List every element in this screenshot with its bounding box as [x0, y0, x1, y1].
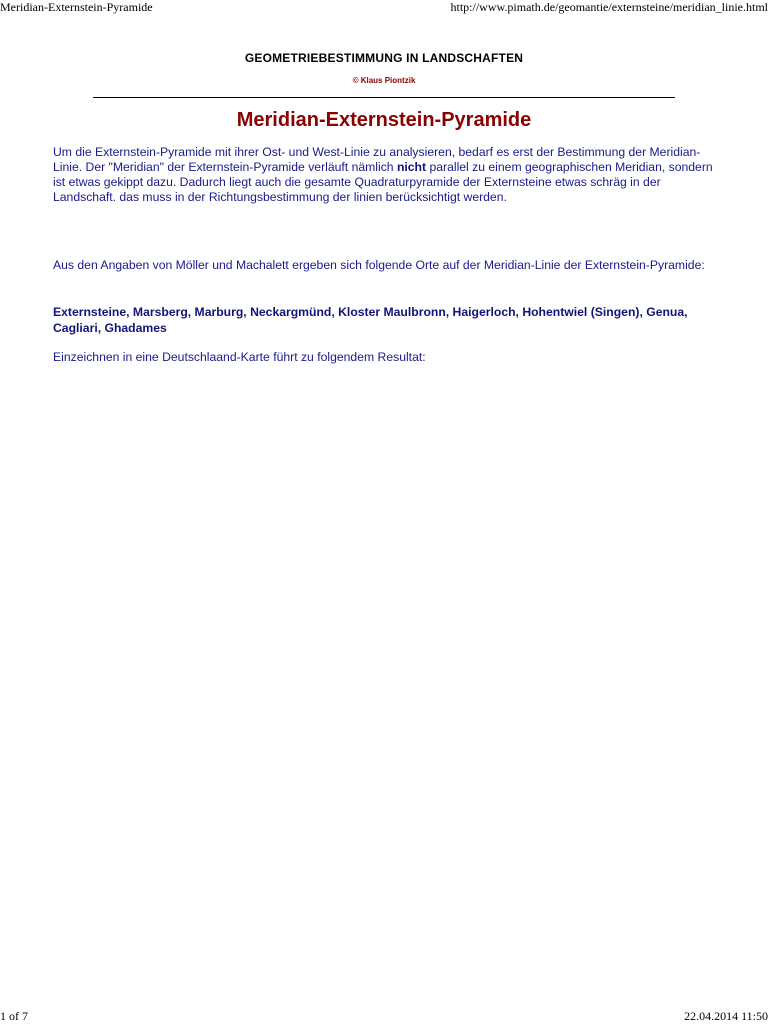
print-header-url: http://www.pimath.de/geomantie/externsteine/meridian_linie.html — [450, 0, 768, 14]
print-header-title: Meridian-Externstein-Pyramide — [0, 0, 153, 14]
print-footer-page: 1 of 7 — [0, 1009, 28, 1023]
page-title: Meridian-Externstein-Pyramide — [236, 109, 532, 131]
map-intro-paragraph: Einzeichnen in eine Deutschlaand-Karte führt zu folgendem Resultat: — [53, 350, 426, 364]
header-divider — [93, 97, 675, 98]
intro-text-start: Um die Externstein-Pyramide mit ihrer Ost- und West-Linie zu analysieren, bedarf es erst der Bestimmung der Meridian-Linie. Der "Meridian" der Externstein-Pyramide verläuft nämlich — [53, 145, 701, 174]
intro-emphasis: nicht — [396, 160, 427, 174]
intro-text-end: parallel zu einem geographischen Meridian, sondern ist etwas gekippt dazu. Dadurch liegt auch die gesamte Quadraturpyramide der Externsteine etwas schräg in der Landschaft. das muss in der Richtungsbestimmung der linien berücksichtigt werden. — [53, 160, 713, 204]
site-heading: GEOMETRIEBESTIMMUNG IN LANDSCHAFTEN — [244, 51, 524, 65]
copyright-notice: © Klaus Piontzik — [352, 76, 416, 85]
intro-paragraph — [53, 145, 723, 205]
print-footer-datetime: 22.04.2014 11:50 — [684, 1009, 768, 1023]
sources-paragraph: Aus den Angaben von Möller und Machalett ergeben sich folgende Orte auf der Meridian-Linie der Externstein-Pyramide: — [53, 258, 705, 272]
places-list: Externsteine, Marsberg, Marburg, Neckargmünd, Kloster Maulbronn, Haigerloch, Hohentwiel (Singen), Genua, Cagliari, Ghadames — [53, 305, 688, 335]
